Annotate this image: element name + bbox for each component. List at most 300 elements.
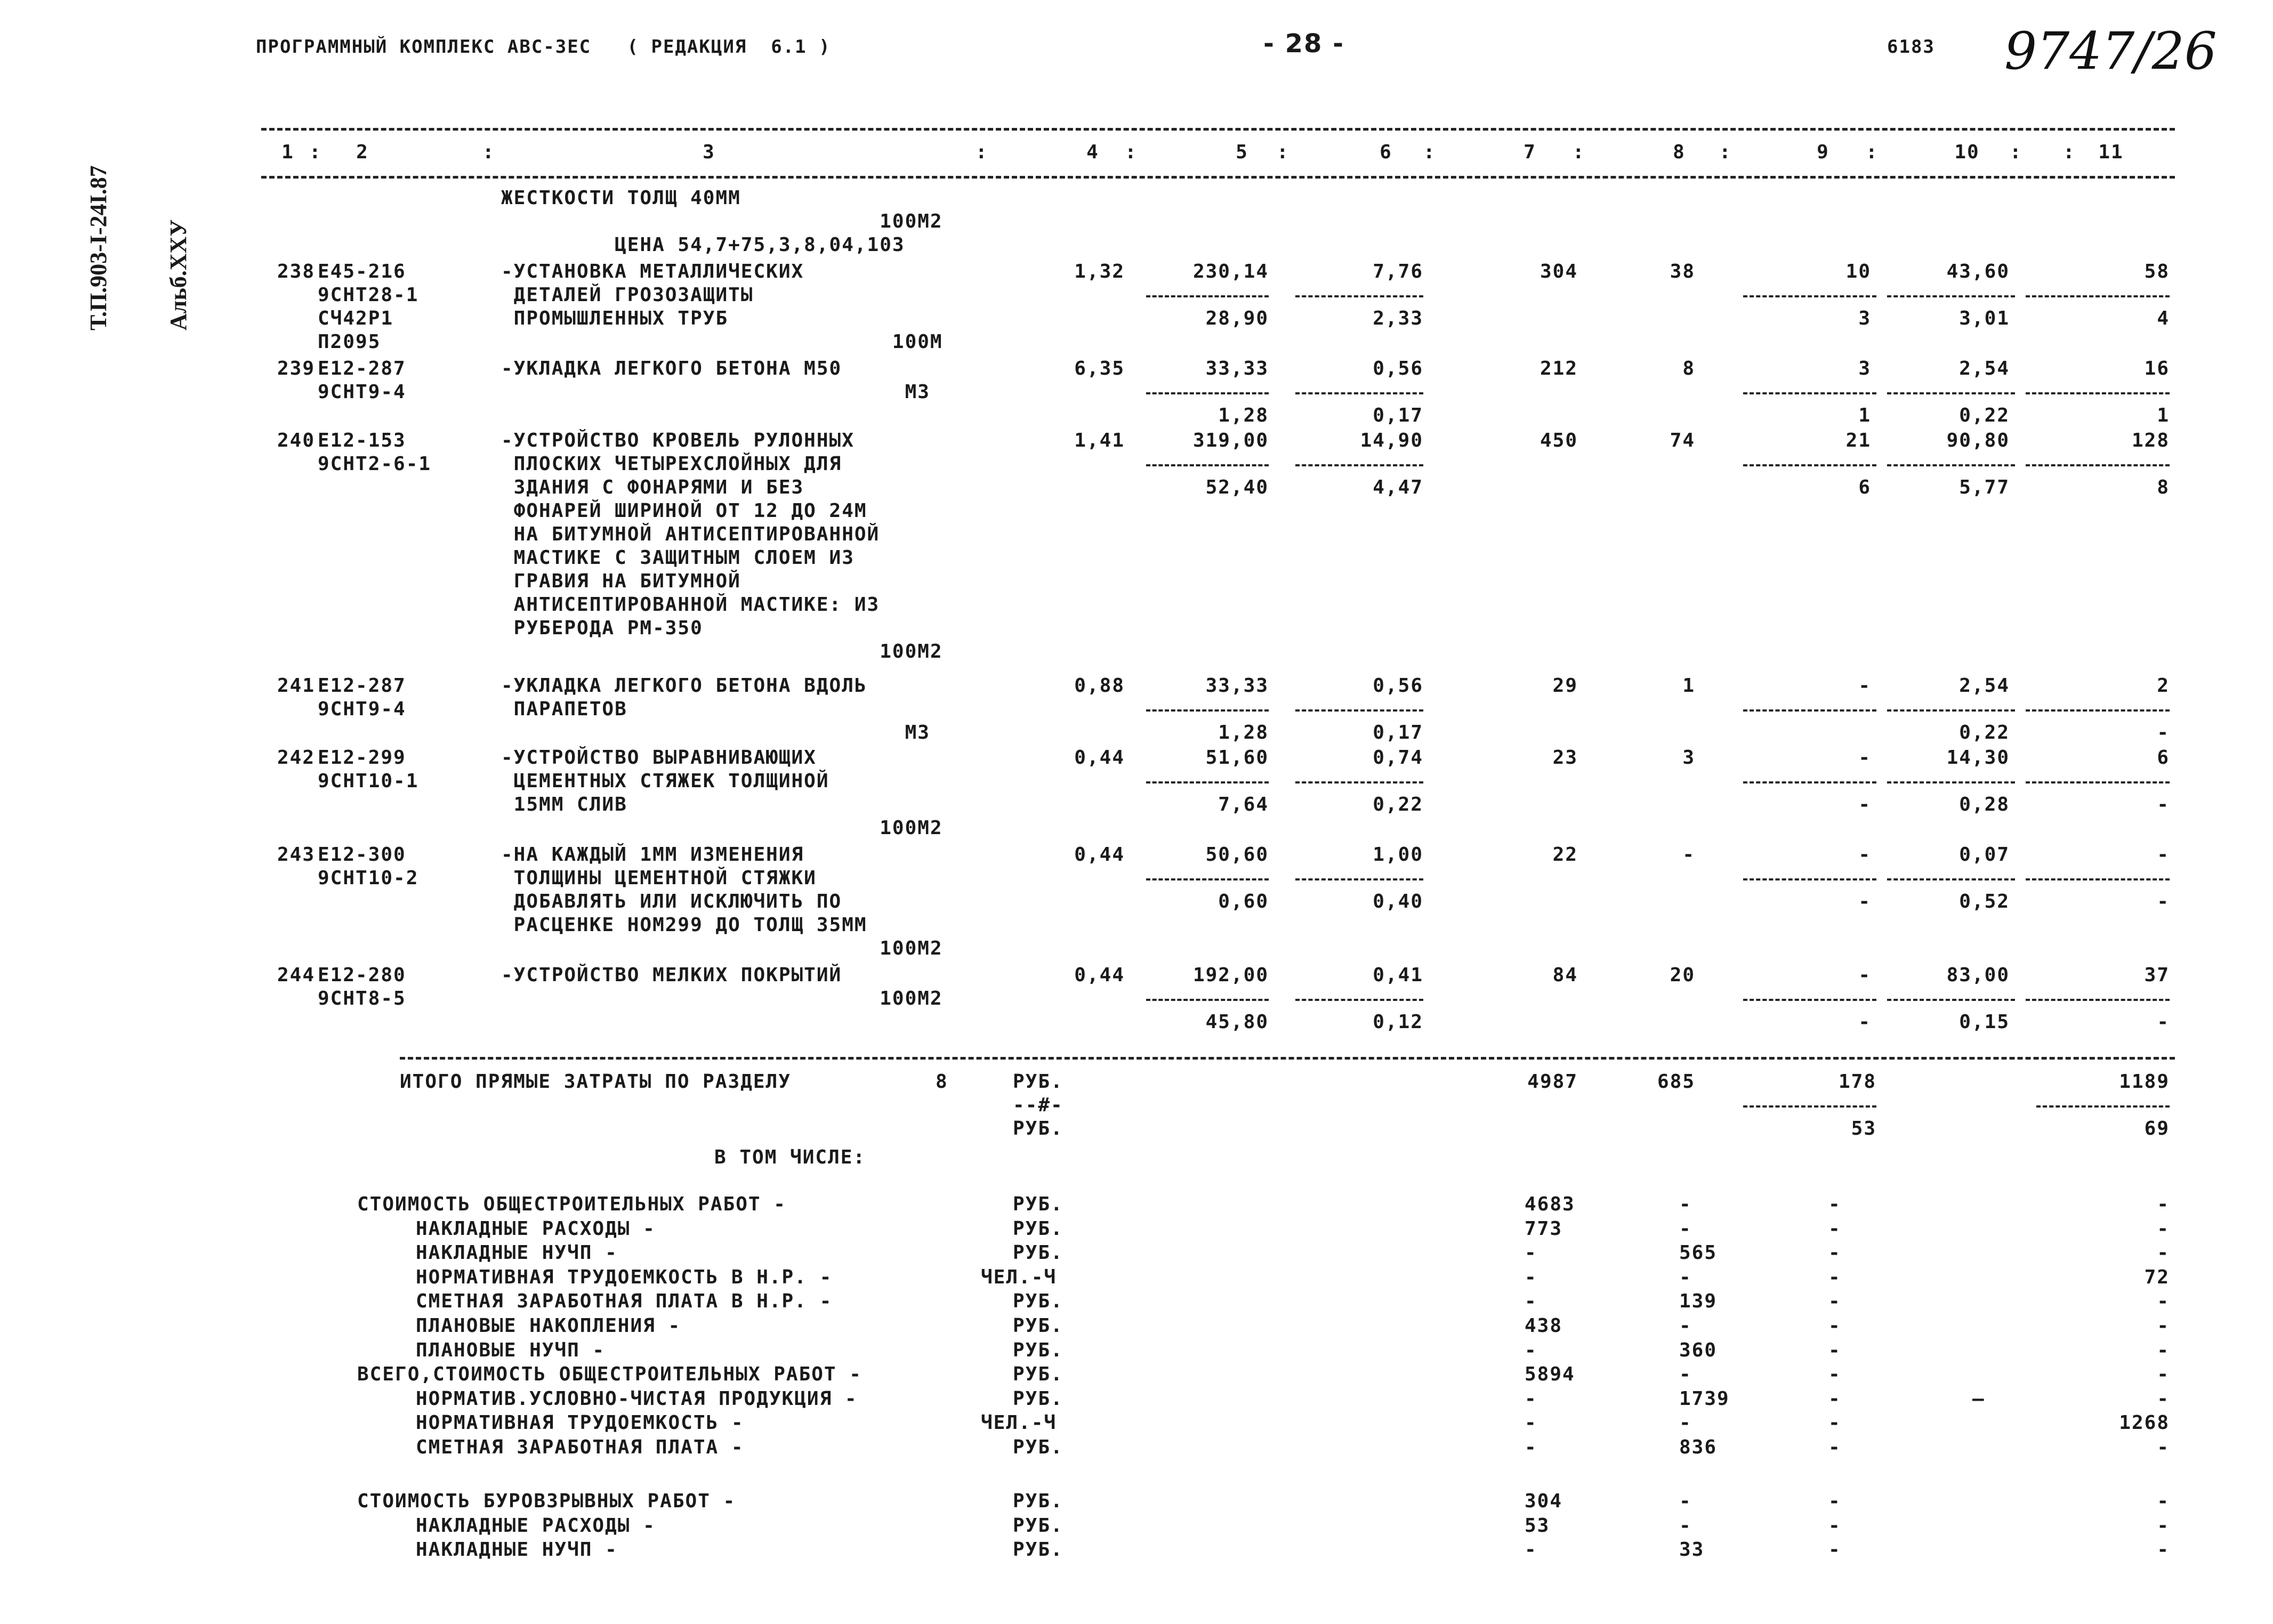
summary-col9: - <box>1828 1339 1841 1361</box>
row-number: 242 <box>277 747 316 769</box>
machine-total: - <box>1858 747 1871 769</box>
summary-unit: ЧЕЛ.-Ч <box>981 1412 1057 1434</box>
quantity: 0,88 <box>1074 675 1125 697</box>
sub-rule <box>1887 295 2015 297</box>
summary-col7: 773 <box>1525 1217 1563 1240</box>
total-wages: 8 <box>1682 358 1695 379</box>
row-number: 243 <box>277 844 316 866</box>
total-cost: 23 <box>1552 747 1578 769</box>
page-number: - 28 - <box>1263 29 1345 59</box>
unit-price: 51,60 <box>1205 747 1269 769</box>
price-code: 9СНТ10-2 <box>318 867 419 889</box>
summary-unit: РУБ. <box>1013 1514 1063 1537</box>
summary-col9: - <box>1828 1242 1841 1264</box>
machine-total: - <box>1858 675 1871 697</box>
sub-rule <box>1295 392 1423 394</box>
labor-hours-machine: 1 <box>2157 405 2170 426</box>
side-label-line1: Т.П.903-I-24I.87 <box>85 165 111 330</box>
sub-rule <box>2026 709 2170 712</box>
work-description: -УСТАНОВКА МЕТАЛЛИЧЕСКИХ <box>501 261 804 282</box>
material-wages: 3,01 <box>1959 308 2010 329</box>
total-wages: - <box>1682 844 1695 866</box>
summary-col7: - <box>1525 1266 1537 1288</box>
material-wages: 5,77 <box>1959 476 2010 498</box>
material-cost: 14,30 <box>1946 747 2010 769</box>
summary-col7: - <box>1525 1412 1537 1434</box>
sub-rule <box>1146 878 1269 880</box>
unit-price-wages: 0,60 <box>1218 891 1269 912</box>
sub-rule <box>1295 878 1423 880</box>
column-header-7: 7 <box>1524 141 1536 163</box>
unit-machine-cost: 0,56 <box>1373 675 1423 697</box>
total-unit-2: РУБ. <box>1013 1118 1063 1140</box>
summary-col9: - <box>1828 1514 1841 1537</box>
summary-col7: 4683 <box>1525 1193 1575 1215</box>
summary-col11: - <box>2157 1315 2170 1337</box>
summary-col7: 304 <box>1525 1490 1563 1513</box>
work-description: ПЛОСКИХ ЧЕТЫРЕХСЛОЙНЫХ ДЛЯ <box>501 453 842 475</box>
total-col8: 685 <box>1657 1071 1695 1093</box>
unit-machine-wages: 0,17 <box>1373 722 1423 744</box>
total-section: 8 <box>936 1071 948 1093</box>
labor-hours: 2 <box>2157 675 2170 697</box>
summary-col8: - <box>1679 1315 1692 1337</box>
work-description: 100М <box>501 331 943 353</box>
work-description: РАСЦЕНКЕ НОМ299 ДО ТОЛЩ 35ММ <box>501 914 867 936</box>
quantity: 0,44 <box>1074 964 1125 986</box>
work-description: ТОЛЩИНЫ ЦЕМЕНТНОЙ СТЯЖКИ <box>501 867 817 889</box>
work-description: ПРОМЫШЛЕННЫХ ТРУБ <box>501 308 729 329</box>
material-cost: 83,00 <box>1946 964 2010 986</box>
work-description: -УКЛАДКА ЛЕГКОГО БЕТОНА ВДОЛЬ <box>501 675 867 697</box>
summary-label: СТОИМОСТЬ ОБЩЕСТРОИТЕЛЬНЫХ РАБОТ - <box>357 1193 786 1215</box>
unit-price: 33,33 <box>1205 675 1269 697</box>
sub-rule <box>1887 781 2015 783</box>
quantity: 0,44 <box>1074 747 1125 769</box>
sub-rule <box>1146 295 1269 297</box>
quantity: 0,44 <box>1074 844 1125 866</box>
side-label-line2: Альб.XXУ <box>165 219 191 330</box>
side-label <box>32 165 245 330</box>
sub-rule <box>1146 709 1269 712</box>
sub-rule <box>1146 464 1269 466</box>
sub-rule <box>2026 295 2170 297</box>
sub-rule <box>1743 464 1876 466</box>
summary-unit: ЧЕЛ.-Ч <box>981 1266 1057 1288</box>
summary-col9: - <box>1828 1266 1841 1288</box>
total-cost: 22 <box>1552 844 1578 866</box>
summary-col7: 438 <box>1525 1315 1563 1337</box>
total-label: ИТОГО ПРЯМЫЕ ЗАТРАТЫ ПО РАЗДЕЛУ <box>400 1071 791 1093</box>
labor-hours-machine: - <box>2157 1011 2170 1033</box>
work-description: ГРАВИЯ НА БИТУМНОЙ <box>501 570 741 592</box>
sub-rule <box>2026 781 2170 783</box>
machine-total: 21 <box>1845 430 1871 451</box>
labor-hours: - <box>2157 844 2170 866</box>
work-description: НА БИТУМНОЙ АНТИСЕПТИРОВАННОЙ <box>501 523 880 545</box>
unit-price-wages: 28,90 <box>1205 308 1269 329</box>
unit-machine-cost: 0,74 <box>1373 747 1423 769</box>
work-description: ДОБАВЛЯТЬ ИЛИ ИСКЛЮЧИТЬ ПО <box>501 891 842 912</box>
summary-col8: - <box>1679 1217 1692 1240</box>
sub-rule <box>1887 999 2015 1001</box>
labor-hours-machine: - <box>2157 891 2170 912</box>
unit-machine-wages: 0,40 <box>1373 891 1423 912</box>
table-top-rule <box>261 128 2175 131</box>
column-header-11: 11 <box>2098 141 2124 163</box>
summary-col8: 33 <box>1679 1539 1705 1561</box>
work-description: ЖЕСТКОСТИ ТОЛЩ 40ММ <box>501 187 741 209</box>
work-description: МАСТИКЕ С ЗАЩИТНЫМ СЛОЕМ ИЗ <box>501 547 855 569</box>
total-cost: 84 <box>1552 964 1578 986</box>
total-wages: 1 <box>1682 675 1695 697</box>
sub-rule <box>2026 392 2170 394</box>
total-cost: 212 <box>1539 358 1578 379</box>
summary-col9: - <box>1828 1193 1841 1215</box>
summary-col11: - <box>2157 1290 2170 1313</box>
unit-price: 50,60 <box>1205 844 1269 866</box>
labor-hours: 58 <box>2144 261 2170 282</box>
summary-col8: 139 <box>1679 1290 1718 1313</box>
unit-price: 319,00 <box>1192 430 1269 451</box>
program-title: ПРОГРАММНЫЙ КОМПЛЕКС АВС-3ЕС ( РЕДАКЦИЯ 6.1 ) <box>256 36 831 58</box>
column-separator: : <box>1277 141 1289 163</box>
work-description: ФОНАРЕЙ ШИРИНОЙ ОТ 12 ДО 24М <box>501 500 867 522</box>
total-cost: 304 <box>1539 261 1578 282</box>
summary-unit: РУБ. <box>1013 1490 1063 1513</box>
work-description: 100М2 <box>501 641 943 662</box>
summary-label: ПЛАНОВЫЕ НАКОПЛЕНИЯ - <box>416 1315 681 1337</box>
summary-col8: 836 <box>1679 1436 1718 1458</box>
summary-col8: 360 <box>1679 1339 1718 1361</box>
summary-col9: - <box>1828 1387 1841 1410</box>
summary-unit: РУБ. <box>1013 1539 1063 1561</box>
column-header-2: 2 <box>356 141 369 163</box>
total-rule <box>400 1057 2175 1060</box>
summary-col11: - <box>2157 1242 2170 1264</box>
summary-label: НАКЛАДНЫЕ РАСХОДЫ - <box>416 1217 656 1240</box>
summary-unit: РУБ. <box>1013 1193 1063 1215</box>
work-description: ЦЕНА 54,7+75,3,8,04,103 <box>501 234 905 256</box>
sub-rule <box>1146 392 1269 394</box>
sub-rule <box>1887 878 2015 880</box>
total-col9: 178 <box>1838 1071 1876 1093</box>
summary-col11: 1268 <box>2119 1412 2170 1434</box>
work-description: 100М2 <box>501 938 943 959</box>
summary-label: ВСЕГО,СТОИМОСТЬ ОБЩЕСТРОИТЕЛЬНЫХ РАБОТ - <box>357 1363 862 1386</box>
labor-hours-machine: - <box>2157 722 2170 744</box>
sub-rule <box>1295 781 1423 783</box>
unit-machine-wages: 0,22 <box>1373 794 1423 815</box>
column-separator: : <box>1866 141 1879 163</box>
summary-unit: РУБ. <box>1013 1363 1063 1386</box>
work-description: 100М2 <box>501 988 943 1009</box>
summary-label: НАКЛАДНЫЕ РАСХОДЫ - <box>416 1514 656 1537</box>
unit-machine-wages: 4,47 <box>1373 476 1423 498</box>
machine-wages-total: 1 <box>1858 405 1871 426</box>
summary-label: НАКЛАДНЫЕ НУЧП - <box>416 1242 618 1264</box>
work-description: -УКЛАДКА ЛЕГКОГО БЕТОНА М50 <box>501 358 842 379</box>
summary-label: СТОИМОСТЬ БУРОВЗРЫВНЫХ РАБОТ - <box>357 1490 736 1513</box>
summary-col11: - <box>2157 1490 2170 1513</box>
material-cost: 43,60 <box>1946 261 2010 282</box>
material-cost: 90,80 <box>1946 430 2010 451</box>
sub-rule <box>1743 781 1876 783</box>
machine-wages-total: - <box>1858 1011 1871 1033</box>
sub-rule <box>1743 999 1876 1001</box>
summary-col9: - <box>1828 1539 1841 1561</box>
machine-wages-total: 3 <box>1858 308 1871 329</box>
price-code: Е12-299 <box>318 747 406 769</box>
summary-col8: - <box>1679 1514 1692 1537</box>
machine-total: 10 <box>1845 261 1871 282</box>
sub-rule <box>1295 464 1423 466</box>
total-wages: 3 <box>1682 747 1695 769</box>
machine-total: 3 <box>1858 358 1871 379</box>
summary-col11: - <box>2157 1217 2170 1240</box>
summary-col11: - <box>2157 1514 2170 1537</box>
summary-col9: - <box>1828 1290 1841 1313</box>
work-description: -УСТРОЙСТВО КРОВЕЛЬ РУЛОННЫХ <box>501 430 855 451</box>
summary-label: НОРМАТИВ.УСЛОВНО-ЧИСТАЯ ПРОДУКЦИЯ - <box>416 1387 858 1410</box>
unit-machine-wages: 0,12 <box>1373 1011 1423 1033</box>
quantity: 1,32 <box>1074 261 1125 282</box>
sub-rule <box>1743 392 1876 394</box>
price-code: 9СНТ8-5 <box>318 988 406 1009</box>
summary-col7: - <box>1525 1339 1537 1361</box>
summary-col8: - <box>1679 1193 1692 1215</box>
summary-col7: - <box>1525 1539 1537 1561</box>
material-wages: 0,28 <box>1959 794 2010 815</box>
sub-rule <box>2026 464 2170 466</box>
unit-price-wages: 7,64 <box>1218 794 1269 815</box>
sub-rule <box>1887 709 2015 712</box>
total-cost: 450 <box>1539 430 1578 451</box>
work-description: 100М2 <box>501 211 943 232</box>
summary-col7: - <box>1525 1436 1537 1458</box>
unit-price: 192,00 <box>1192 964 1269 986</box>
summary-col9: - <box>1828 1217 1841 1240</box>
summary-col7: - <box>1525 1242 1537 1264</box>
price-code: 9СНТ9-4 <box>318 381 406 403</box>
total-cost: 29 <box>1552 675 1578 697</box>
labor-hours-machine: 8 <box>2157 476 2170 498</box>
material-cost: 2,54 <box>1959 358 2010 379</box>
price-code: Е12-287 <box>318 358 406 379</box>
summary-label: НОРМАТИВНАЯ ТРУДОЕМКОСТЬ - <box>416 1412 744 1434</box>
total-col11-split <box>2036 1105 2170 1108</box>
labor-hours: 128 <box>2131 430 2170 451</box>
machine-total: - <box>1858 844 1871 866</box>
summary-col9: - <box>1828 1363 1841 1386</box>
unit-price-wages: 1,28 <box>1218 405 1269 426</box>
unit-machine-wages: 0,17 <box>1373 405 1423 426</box>
summary-unit: РУБ. <box>1013 1436 1063 1458</box>
summary-col11: - <box>2157 1363 2170 1386</box>
unit-machine-cost: 7,76 <box>1373 261 1423 282</box>
price-code: 9СНТ9-4 <box>318 698 406 720</box>
total-wages: 20 <box>1670 964 1695 986</box>
sub-rule <box>1295 709 1423 712</box>
summary-col11: - <box>2157 1539 2170 1561</box>
summary-unit: РУБ. <box>1013 1315 1063 1337</box>
summary-col9: - <box>1828 1412 1841 1434</box>
sub-rule <box>1146 781 1269 783</box>
summary-label: СМЕТНАЯ ЗАРАБОТНАЯ ПЛАТА - <box>416 1436 744 1458</box>
summary-col7: 53 <box>1525 1514 1550 1537</box>
summary-col9: - <box>1828 1490 1841 1513</box>
work-description: РУБЕРОДА РМ-350 <box>501 617 703 639</box>
price-code: СЧ42Р1 <box>318 308 394 329</box>
machine-wages-total: 6 <box>1858 476 1871 498</box>
summary-label: НАКЛАДНЫЕ НУЧП - <box>416 1539 618 1561</box>
work-description: ДЕТАЛЕЙ ГРОЗОЗАЩИТЫ <box>501 284 754 306</box>
price-code: П2095 <box>318 331 381 353</box>
total-unit-separator: --#- <box>1013 1094 1063 1116</box>
summary-col11: - <box>2157 1193 2170 1215</box>
summary-col8: - <box>1679 1266 1692 1288</box>
unit-price-wages: 52,40 <box>1205 476 1269 498</box>
work-description: -НА КАЖДЫЙ 1ММ ИЗМЕНЕНИЯ <box>501 844 804 866</box>
total-wages: 74 <box>1670 430 1695 451</box>
document-code: 6183 <box>1887 36 1935 58</box>
summary-col8: 1739 <box>1679 1387 1730 1410</box>
material-cost: 0,07 <box>1959 844 2010 866</box>
column-separator: : <box>2063 141 2076 163</box>
machine-wages-total: - <box>1858 891 1871 912</box>
total-wages: 38 <box>1670 261 1695 282</box>
price-code: Е12-280 <box>318 964 406 986</box>
summary-col7: 5894 <box>1525 1363 1575 1386</box>
labor-hours-machine: 4 <box>2157 308 2170 329</box>
work-description: АНТИСЕПТИРОВАННОЙ МАСТИКЕ: ИЗ <box>501 594 880 616</box>
material-wages: 0,15 <box>1959 1011 2010 1033</box>
unit-machine-cost: 14,90 <box>1360 430 1423 451</box>
column-header-9: 9 <box>1817 141 1829 163</box>
material-cost: 2,54 <box>1959 675 2010 697</box>
material-wages: 0,52 <box>1959 891 2010 912</box>
row-number: 241 <box>277 675 316 697</box>
row-number: 238 <box>277 261 316 282</box>
material-wages: 0,22 <box>1959 405 2010 426</box>
work-description: ПАРАПЕТОВ <box>501 698 627 720</box>
column-header-5: 5 <box>1236 141 1248 163</box>
column-header-10: 10 <box>1954 141 1980 163</box>
summary-col9: - <box>1828 1315 1841 1337</box>
work-description: -УСТРОЙСТВО ВЫРАВНИВАЮЩИХ <box>501 747 817 769</box>
labor-hours: 6 <box>2157 747 2170 769</box>
summary-label: ПЛАНОВЫЕ НУЧП - <box>416 1339 606 1361</box>
price-code: 9СНТ10-1 <box>318 770 419 792</box>
sub-rule <box>1146 999 1269 1001</box>
column-header-1: 1 <box>281 141 294 163</box>
unit-price: 230,14 <box>1192 261 1269 282</box>
column-separator: : <box>976 141 988 163</box>
column-header-4: 4 <box>1086 141 1099 163</box>
sub-rule <box>1743 295 1876 297</box>
total-col9-lower: 53 <box>1851 1118 1876 1140</box>
summary-col7: - <box>1525 1387 1537 1410</box>
sub-rule <box>1295 295 1423 297</box>
column-separator: : <box>1573 141 1585 163</box>
summary-col11: - <box>2157 1339 2170 1361</box>
row-number: 239 <box>277 358 316 379</box>
unit-price-wages: 1,28 <box>1218 722 1269 744</box>
summary-unit: РУБ. <box>1013 1339 1063 1361</box>
column-separator: : <box>309 141 322 163</box>
price-code: Е12-287 <box>318 675 406 697</box>
column-separator: : <box>2010 141 2022 163</box>
summary-label: СМЕТНАЯ ЗАРАБОТНАЯ ПЛАТА В Н.Р. - <box>416 1290 833 1313</box>
handwritten-number: 9747/26 <box>2004 21 2217 81</box>
price-code: 9СНТ2-6-1 <box>318 453 432 475</box>
unit-machine-cost: 0,41 <box>1373 964 1423 986</box>
summary-unit: РУБ. <box>1013 1387 1063 1410</box>
summary-col10: — <box>1972 1387 1985 1410</box>
summary-unit: РУБ. <box>1013 1242 1063 1264</box>
summary-col8: - <box>1679 1490 1692 1513</box>
sub-rule <box>1743 878 1876 880</box>
work-description: 15ММ СЛИВ <box>501 794 627 815</box>
unit-price: 33,33 <box>1205 358 1269 379</box>
labor-hours-machine: - <box>2157 794 2170 815</box>
summary-col8: 565 <box>1679 1242 1718 1264</box>
price-code: 9СНТ28-1 <box>318 284 419 306</box>
summary-col11: - <box>2157 1387 2170 1410</box>
work-description: ЗДАНИЯ С ФОНАРЯМИ И БЕЗ <box>501 476 804 498</box>
summary-col8: - <box>1679 1363 1692 1386</box>
column-header-6: 6 <box>1380 141 1392 163</box>
sub-rule <box>1295 999 1423 1001</box>
summary-col9: - <box>1828 1436 1841 1458</box>
unit-machine-cost: 1,00 <box>1373 844 1423 866</box>
machine-total: - <box>1858 964 1871 986</box>
summary-label: НОРМАТИВНАЯ ТРУДОЕМКОСТЬ В Н.Р. - <box>416 1266 833 1288</box>
total-col11-lower: 69 <box>2144 1118 2170 1140</box>
total-unit: РУБ. <box>1013 1071 1063 1093</box>
total-col11: 1189 <box>2119 1071 2170 1093</box>
work-description: М3 <box>501 381 930 403</box>
sub-rule <box>1743 709 1876 712</box>
quantity: 6,35 <box>1074 358 1125 379</box>
summary-col11: 72 <box>2144 1266 2170 1288</box>
material-wages: 0,22 <box>1959 722 2010 744</box>
summary-unit: РУБ. <box>1013 1290 1063 1313</box>
total-col9-split <box>1743 1105 1876 1108</box>
column-header-8: 8 <box>1673 141 1686 163</box>
unit-machine-cost: 0,56 <box>1373 358 1423 379</box>
machine-wages-total: - <box>1858 794 1871 815</box>
column-separator: : <box>482 141 495 163</box>
sub-rule <box>1887 464 2015 466</box>
summary-col11: - <box>2157 1436 2170 1458</box>
work-description: М3 <box>501 722 930 744</box>
labor-hours: 16 <box>2144 358 2170 379</box>
sub-rule <box>2026 999 2170 1001</box>
price-code: Е12-153 <box>318 430 406 451</box>
unit-machine-wages: 2,33 <box>1373 308 1423 329</box>
table-header-rule <box>261 176 2175 179</box>
summary-col7: - <box>1525 1290 1537 1313</box>
total-col7: 4987 <box>1527 1071 1578 1093</box>
summary-unit: РУБ. <box>1013 1217 1063 1240</box>
price-code: Е12-300 <box>318 844 406 866</box>
unit-price-wages: 45,80 <box>1205 1011 1269 1033</box>
including-heading: В ТОМ ЧИСЛЕ: <box>714 1146 866 1168</box>
sub-rule <box>1887 392 2015 394</box>
column-header-3: 3 <box>703 141 715 163</box>
column-separator: : <box>1719 141 1732 163</box>
